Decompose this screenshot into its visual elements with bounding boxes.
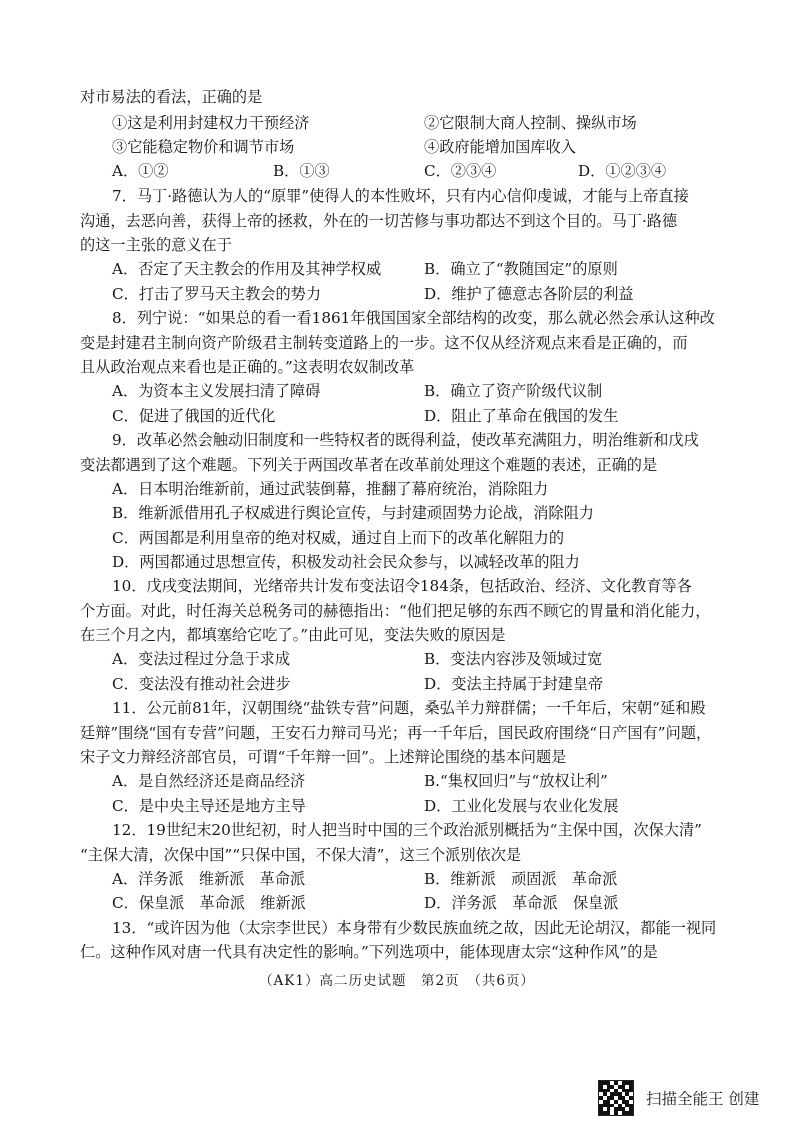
q6-item-1: ①这是利用封建权力干预经济 — [112, 114, 310, 132]
question-13: 13．“或许因为他（太宗李世民）本身带有少数民族血统之故，因此无论胡汉，都能一视同 — [112, 919, 717, 937]
q9-option-d: D．两国都通过思想宣传，积极发动社会民众参与，以减轻改革的阻力 — [112, 553, 580, 571]
text-line: 变法都遇到了这个难题。下列关于两国改革者在改革前处理这个难题的表述，正确的是 — [80, 456, 658, 474]
q6-option-d: D．①②③④ — [578, 162, 667, 180]
text-line: 仁。这种作风对唐一代具有决定性的影响。”下列选项中，能体现唐太宗“这种作风”的是 — [80, 943, 658, 961]
text-line: 且从政治观点来看也是正确的。”这表明农奴制改革 — [80, 358, 415, 376]
text-line: 在三个月之内，都填塞给它吃了。”由此可见，变法失败的原因是 — [80, 626, 506, 644]
q7-option-a: A．否定了天主教会的作用及其神学权威 — [112, 260, 382, 278]
q10-option-a: A．变法过程过分急于求成 — [112, 650, 291, 668]
q10-option-d: D．变法主持属于封建皇帝 — [424, 675, 604, 693]
q8-option-b: B．确立了资产阶级代议制 — [424, 382, 603, 400]
q11-option-a: A．是自然经济还是商品经济 — [112, 772, 306, 790]
text-line: 对市易法的看法，正确的是 — [80, 88, 263, 106]
q12-option-d: D．洋务派 革命派 保皇派 — [424, 894, 619, 912]
q12-option-c: C．保皇派 革命派 维新派 — [112, 894, 306, 912]
q11-option-d: D．工业化发展与农业化发展 — [424, 797, 619, 815]
q6-option-b: B．①③ — [273, 162, 330, 180]
q8-option-d: D．阻止了革命在俄国的发生 — [424, 407, 619, 425]
q12-option-a: A．洋务派 维新派 革命派 — [112, 870, 306, 888]
question-11: 11．公元前81年，汉朝围绕“盐铁专营”问题，桑弘羊力辩群儒；一千年后，宋朝“延和殿 — [112, 699, 706, 717]
watermark-text: 扫描全能王 创建 — [646, 1090, 760, 1108]
q11-option-c: C．是中央主导还是地方主导 — [112, 797, 306, 815]
q9-option-c: C．两国都是利用皇帝的绝对权威，通过自上而下的改革化解阻力的 — [112, 529, 565, 547]
q6-item-3: ③它能稳定物价和调节市场 — [112, 138, 295, 156]
q6-option-c: C．②③④ — [424, 162, 497, 180]
question-7: 7．马丁·路德认为人的“原罪”使得人的本性败坏，只有内心信仰虔诚，才能与上帝直接 — [112, 187, 689, 205]
text-line: 个方面。对此，时任海关总税务司的赫德指出：“他们把足够的东西不顾它的胃量和消化能力， — [80, 602, 711, 620]
text-line: “主保大清，次保中国”“只保中国，不保大清”，这三个派别依次是 — [80, 846, 522, 864]
text-line: 沟通，去恶向善，获得上帝的拯救，外在的一切苦修与事功都达不到这个目的。马丁·路德 — [80, 212, 678, 230]
text-line: 变是封建君主制向资产阶级君主制转变道路上的一步。这不仅从经济观点来看是正确的，而 — [80, 334, 688, 352]
question-9: 9．改革必然会触动旧制度和一些特权者的既得利益，使改革充满阻力，明治维新和戊戌 — [112, 431, 699, 449]
q9-option-b: B．维新派借用孔子权威进行舆论宣传，与封建顽固势力论战，消除阻力 — [112, 504, 594, 522]
scanner-watermark — [598, 1078, 759, 1118]
text-line: 的这一主张的意义在于 — [80, 236, 232, 254]
q10-option-b: B．变法内容涉及领域过宽 — [424, 650, 603, 668]
text-line: 宋子文力辩经济部官员，可谓“千年辩一回”。上述辩论围绕的基本问题是 — [80, 748, 567, 766]
q6-option-a: A．①② — [112, 162, 169, 180]
q10-option-c: C．变法没有推动社会进步 — [112, 675, 291, 693]
page-footer: （AK1）高二历史试题 第2页 （共6页） — [259, 973, 535, 989]
q6-item-2: ②它限制大商人控制、操纵市场 — [424, 114, 637, 132]
q7-option-b: B．确立了“教随国定”的原则 — [424, 260, 618, 278]
text-line: 廷辩”围绕“国有专营”问题，王安石力辩司马光；再一千年后，国民政府围绕“日产国有”问题， — [80, 724, 712, 742]
question-12: 12．19世纪末20世纪初，时人把当时中国的三个政治派别概括为“主保中国，次保大清” — [112, 821, 702, 839]
question-8: 8．列宁说：“如果总的看一看1861年俄国国家全部结构的改变，那么就必然会承认这种改 — [112, 309, 715, 327]
qr-code-icon — [598, 1080, 634, 1116]
q7-option-d: D．维护了德意志各阶层的利益 — [424, 285, 634, 303]
q6-item-4: ④政府能增加国库收入 — [424, 138, 576, 156]
q8-option-c: C．促进了俄国的近代化 — [112, 407, 276, 425]
q12-option-b: B．维新派 顽固派 革命派 — [424, 870, 618, 888]
q11-option-b: B.“集权回归”与“放权让利” — [424, 772, 608, 790]
question-10: 10．戊戌变法期间，光绪帝共计发布变法诏令184条，包括政治、经济、文化教育等各 — [112, 577, 692, 595]
q7-option-c: C．打击了罗马天主教会的势力 — [112, 285, 322, 303]
q9-option-a: A．日本明治维新前，通过武装倒幕，推翻了幕府统治，消除阻力 — [112, 480, 549, 498]
q8-option-a: A．为资本主义发展扫清了障碍 — [112, 382, 321, 400]
